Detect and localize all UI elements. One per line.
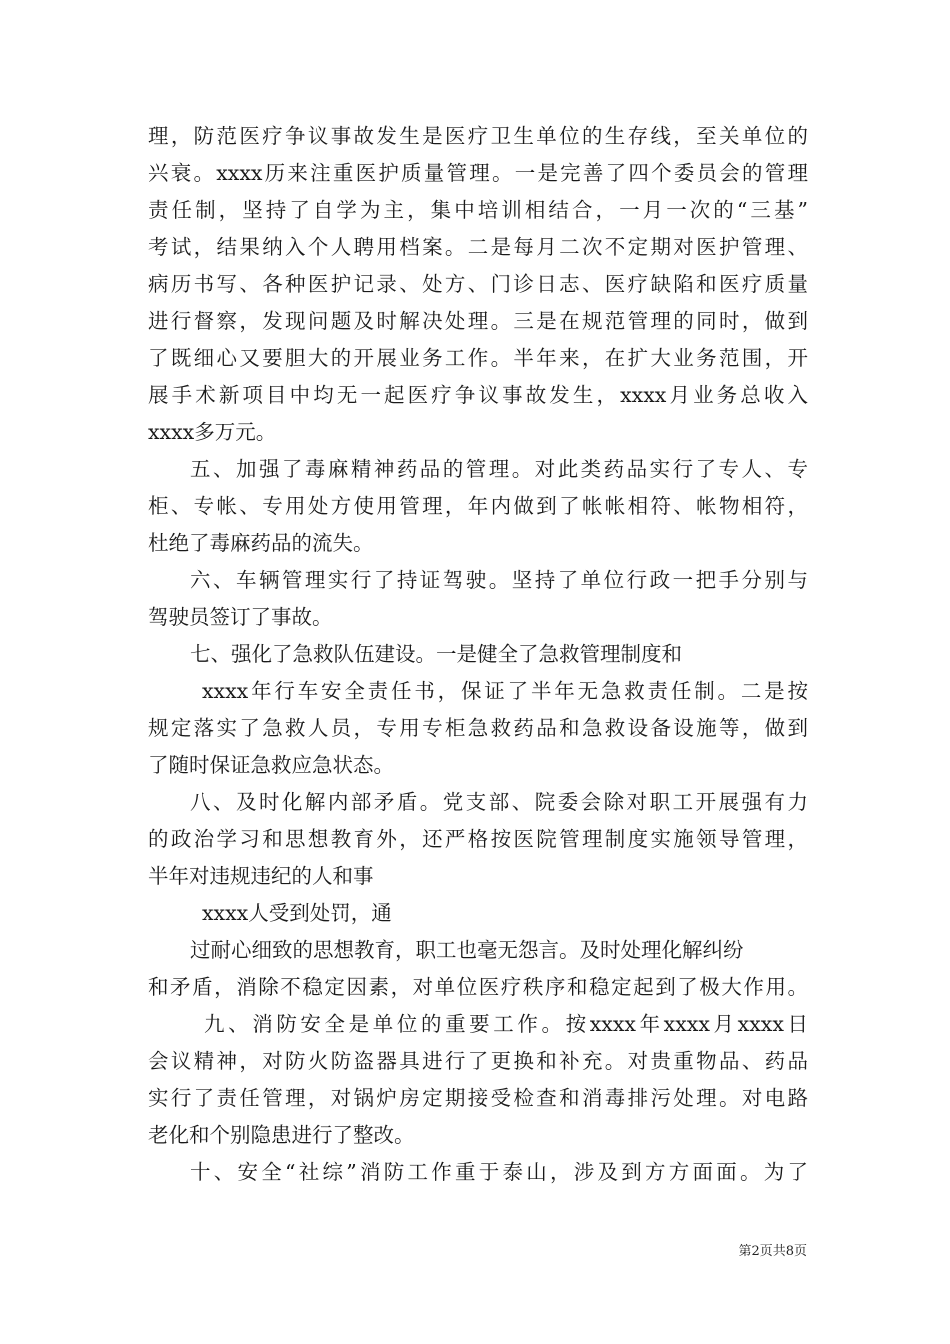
text-line: 五、加强了毒麻精神药品的管理。对此类药品实行了专人、专	[190, 457, 808, 481]
text-line: 考试，结果纳入个人聘用档案。二是每月二次不定期对医护管理、	[148, 235, 808, 259]
text-line: 病历书写、各种医护记录、处方、门诊日志、医疗缺陷和医疗质量	[148, 272, 808, 296]
text-line: 十、安全“社综”消防工作重于泰山，涉及到方方面面。为了	[190, 1160, 808, 1184]
text-line: 兴衰。xxxx历来注重医护质量管理。一是完善了四个委员会的管理	[148, 161, 808, 185]
text-line: 责任制，坚持了自学为主，集中培训相结合，一月一次的“三基”	[148, 198, 808, 222]
page-footer: 第2页共8页	[738, 1244, 807, 1259]
text-line: xxxx多万元。	[148, 420, 277, 444]
text-line: 八、及时化解内部矛盾。党支部、院委会除对职工开展强有力	[190, 790, 808, 814]
text-line: 驾驶员签订了事故。	[148, 605, 333, 629]
text-line: xxxx人受到处罚，通	[202, 901, 392, 925]
text-line: 七、强化了急救队伍建设。一是健全了急救管理制度和	[190, 642, 682, 666]
text-line: 进行督察，发现问题及时解决处理。三是在规范管理的同时，做到	[148, 309, 808, 333]
text-line: 实行了责任管理，对锅炉房定期接受检查和消毒排污处理。对电路	[148, 1086, 808, 1110]
text-line: 了随时保证急救应急状态。	[148, 753, 394, 777]
text-line: 会议精神，对防火防盗器具进行了更换和补充。对贵重物品、药品	[148, 1049, 808, 1073]
text-line: 杜绝了毒麻药品的流失。	[148, 531, 374, 555]
text-line: 的政治学习和思想教育外，还严格按医院管理制度实施领导管理，	[148, 827, 808, 851]
text-line: 了既细心又要胆大的开展业务工作。半年来，在扩大业务范围，开	[148, 346, 808, 370]
text-line: 九、消防安全是单位的重要工作。按xxxx年xxxx月xxxx日	[204, 1012, 808, 1036]
text-line: 和矛盾，消除不稳定因素，对单位医疗秩序和稳定起到了极大作用。	[148, 975, 808, 999]
text-line: xxxx年行车安全责任书，保证了半年无急救责任制。二是按	[202, 679, 808, 703]
text-line: 柜、专帐、专用处方使用管理，年内做到了帐帐相符、帐物相符，	[148, 494, 808, 518]
text-line: 展手术新项目中均无一起医疗争议事故发生，xxxx月业务总收入	[148, 383, 808, 407]
text-line: 规定落实了急救人员，专用专柜急救药品和急救设备设施等，做到	[148, 716, 808, 740]
text-line: 六、车辆管理实行了持证驾驶。坚持了单位行政一把手分别与	[190, 568, 808, 592]
text-line: 老化和个别隐患进行了整改。	[148, 1123, 415, 1147]
text-line: 半年对违规违纪的人和事	[148, 864, 374, 888]
text-line: 过耐心细致的思想教育，职工也毫无怨言。及时处理化解纠纷	[190, 938, 744, 962]
text-line: 理，防范医疗争议事故发生是医疗卫生单位的生存线，至关单位的	[148, 124, 808, 148]
